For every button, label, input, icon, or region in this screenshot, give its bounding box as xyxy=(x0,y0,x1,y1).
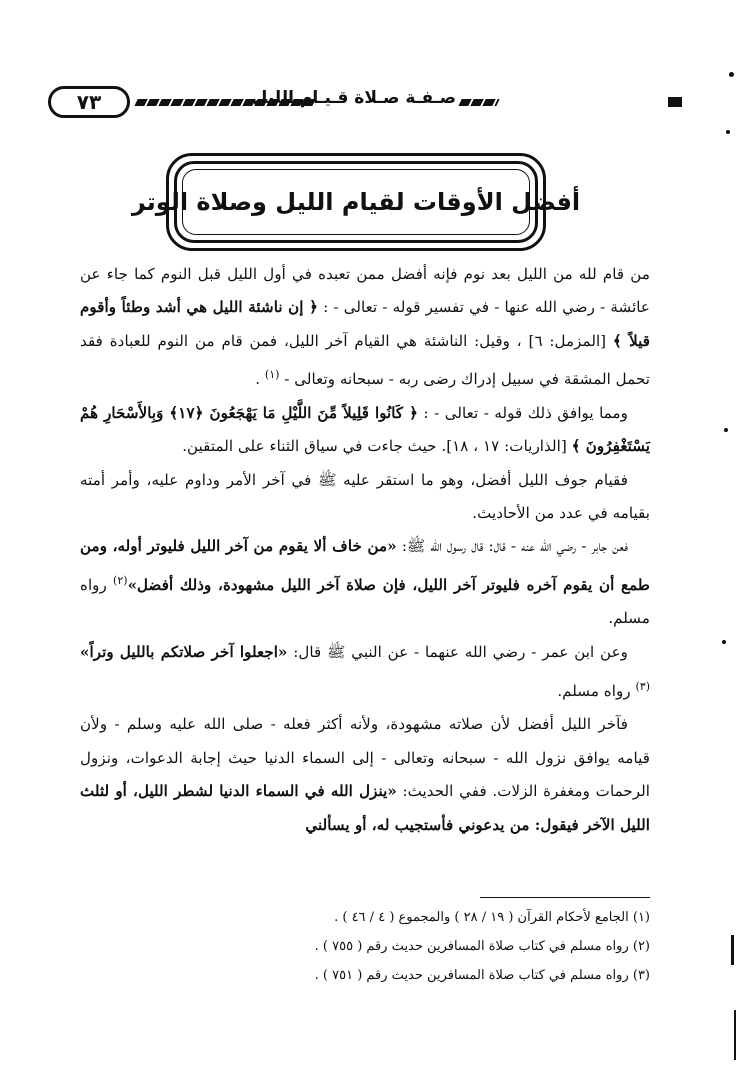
text-segment: . xyxy=(255,370,265,389)
footnote-ref: (٣) xyxy=(635,680,650,693)
running-title: صـفـة صـلاة قـيـام الليل xyxy=(252,88,456,108)
footnote-item: (٣) رواه مسلم في كتاب صلاة المسافرين حديث رقم ( ٧٥١ ) . xyxy=(314,968,650,983)
scan-mark xyxy=(724,428,728,432)
text-segment: فعن جابر - رضي الله عنه - قال: قال رسول الله ﷺ: xyxy=(396,537,628,556)
text-segment: رواه مسلم. xyxy=(557,682,636,701)
paragraph xyxy=(80,464,650,531)
title-frame xyxy=(131,161,581,243)
text-segment: فآخر الليل أفضل لأن صلاته مشهودة، ولأنه أكثر فعله - صلى الله عليه وسلم - ولأن قيامه يوافق نزول الله - سبحانه وتعالى - إلى السماء الدنيا حيث إجابة الدعوات، ونزول الرحمات ومغفرة الزلات. ففي الحديث: xyxy=(80,715,650,801)
page-number-badge xyxy=(48,86,130,118)
footnote-item: (١) الجامع لأحكام القرآن ( ١٩ / ٢٨ ) والمجموع ( ٤ / ٤٦ ) . xyxy=(334,910,650,925)
paragraph xyxy=(80,636,650,709)
quoted-text: ﴿ إن ناشئة الليل هي أشد وطئاً وأقوم قيلاً ﴾ xyxy=(80,298,650,350)
text-segment: فقيام جوف الليل أفضل، وهو ما استقر عليه ﷺ في آخر الأمر وداوم عليه، وأمر أمته بقيامه في عدد من الأحاديث. xyxy=(80,470,650,522)
quoted-text: «اجعلوا آخر صلاتكم بالليل وتراً» xyxy=(80,642,288,661)
quoted-text: «ينزل الله في السماء الدنيا لشطر الليل، أو لثلث الليل الآخر فيقول: من يدعوني فأستجيب له، أو يسألني xyxy=(80,782,650,834)
quoted-text: «من خاف ألا يقوم من آخر الليل فليوتر أوله، ومن طمع أن يقوم آخره فليوتر آخر الليل، فإن صلاة آخر الليل مشهودة، وذلك أفضل» xyxy=(80,537,650,594)
page-number: ٧٣ xyxy=(76,90,102,114)
footnote-item: (٢) رواه مسلم في كتاب صلاة المسافرين حديث رقم ( ٧٥٥ ) . xyxy=(314,939,650,954)
text-segment: ومما يوافق ذلك قوله - تعالى - : xyxy=(417,403,628,422)
paragraph xyxy=(80,530,650,635)
section-title: أفضل الأوقات لقيام الليل وصلاة الوتر xyxy=(131,188,581,216)
header-ornament-end xyxy=(668,97,682,107)
footnote-divider xyxy=(480,897,650,898)
scan-mark xyxy=(731,935,734,965)
footnotes xyxy=(80,903,650,990)
footnote-ref: (٢) xyxy=(113,573,128,587)
paragraph xyxy=(80,397,650,464)
text-segment: وعن ابن عمر - رضي الله عنهما - عن النبي ﷺ قال: xyxy=(287,642,628,661)
scan-mark xyxy=(722,640,726,644)
paragraph xyxy=(80,258,650,397)
text-segment: [الذاريات: ١٧ ، ١٨]. حيث جاءت في سياق الثناء على المتقين. xyxy=(182,437,572,456)
header-ornament-right xyxy=(458,99,499,106)
paragraph xyxy=(80,708,650,842)
text-segment: رواه مسلم. xyxy=(80,575,650,628)
text-segment: من قام لله من الليل بعد نوم فإنه أفضل ممن تعبده في أول الليل قبل النوم كما جاء عن عائشة - رضي الله عنها - في تفسير قوله - تعالى - : xyxy=(80,265,650,317)
quoted-text: ﴿ كَانُوا قَلِيلاً مِّنَ اللَّيْلِ مَا يَهْجَعُونَ ﴿١٧﴾ وَبِالأَسْحَارِ هُمْ يَسْتَغْفِرُونَ ﴾ xyxy=(80,403,650,456)
footnote-ref: (١) xyxy=(264,368,280,382)
running-header xyxy=(40,86,686,120)
scan-mark xyxy=(726,130,730,134)
text-segment: [المزمل: ٦] ، وقيل: الناشئة هي القيام آخر الليل، فمن قام من النوم للعبادة فقد تحمل المشقة في سبيل إدراك رضى ربه - سبحانه وتعالى - xyxy=(80,331,650,389)
body-text xyxy=(80,258,650,842)
scan-mark xyxy=(729,72,734,77)
